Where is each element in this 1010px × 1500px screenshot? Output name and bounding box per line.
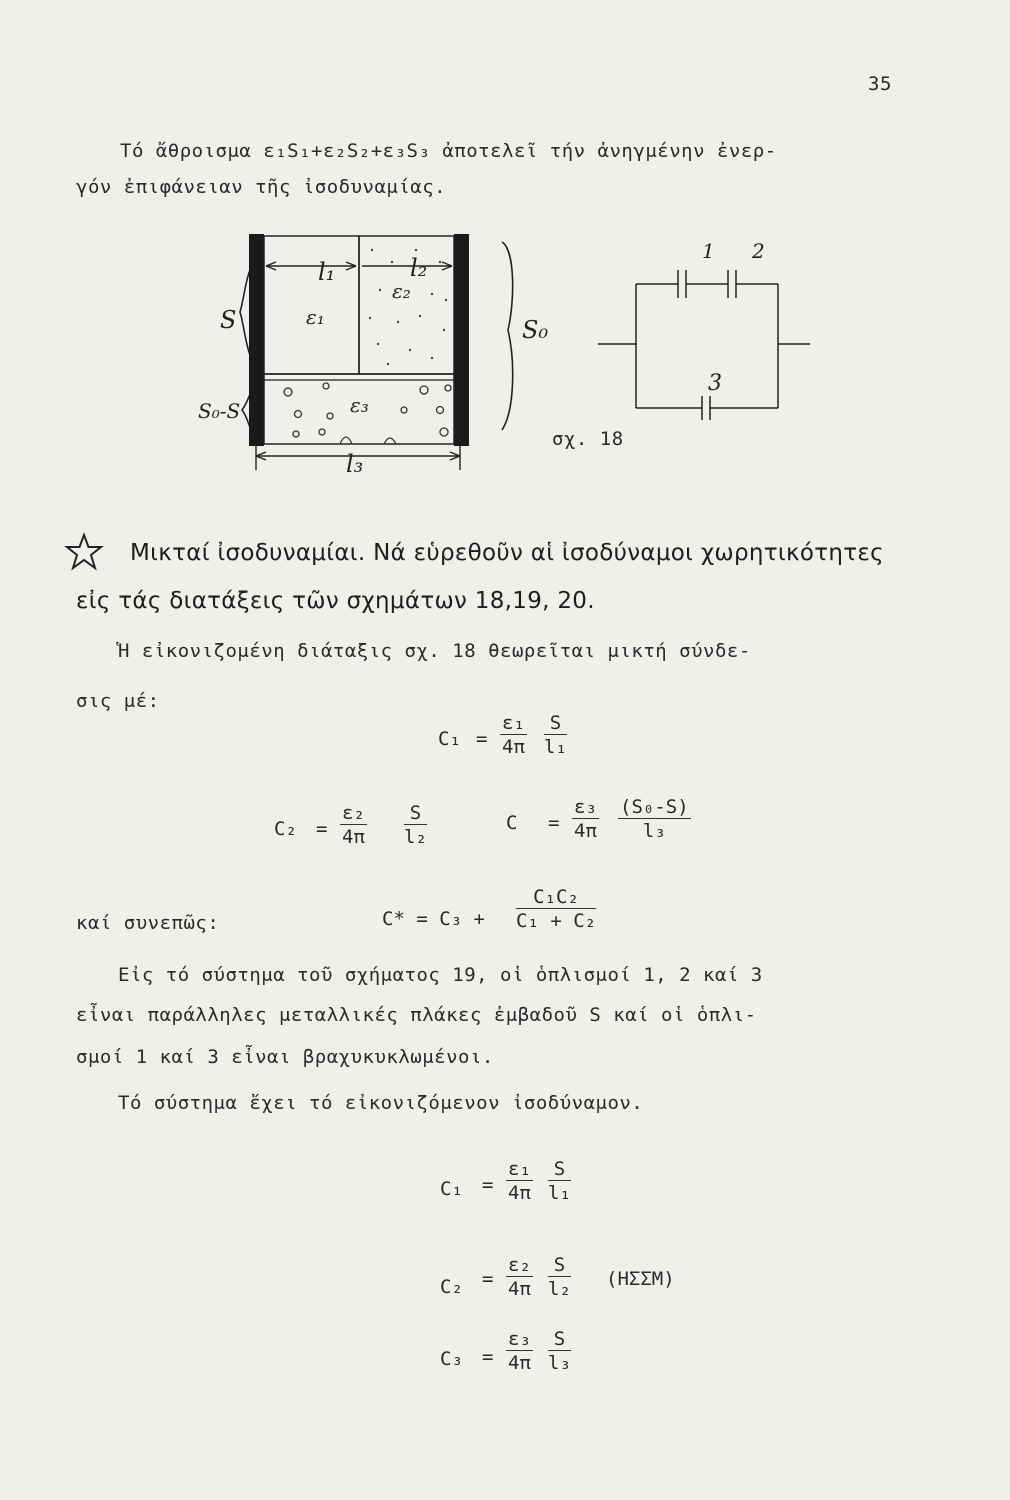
- eq1-lhs: C₁: [438, 728, 461, 750]
- region-e2: [359, 236, 454, 374]
- eq2-frac1: $\frac{\text{ε₂}}{4\pi}$: [342, 802, 365, 848]
- label-l3: l₃: [346, 450, 364, 478]
- eq6-equals: =: [482, 1268, 494, 1290]
- page-number: 35: [868, 73, 892, 95]
- eq6-frac1: $\frac{\text{ε₂}}{4\pi}$: [508, 1254, 531, 1300]
- eq3-frac1: $\frac{\text{ε₃}}{4\pi}$: [574, 796, 597, 842]
- para1-line2: γόν ἐπιφάνειαν τῆς ἰσοδυναμίας.: [76, 176, 447, 198]
- eq7-lhs: C₃: [440, 1348, 463, 1370]
- eq4-frac: $\frac{\text{C₁C₂}}{\text{C₁ + C₂}}$: [516, 886, 597, 932]
- eq3-equals: =: [548, 812, 560, 834]
- eq7-frac2: $\frac{S}{\text{l₃}}$: [548, 1328, 571, 1374]
- bracket-S0: [502, 242, 513, 430]
- label-S0: S₀: [522, 316, 549, 344]
- para3-line1: Εἰς τό σύστημα τοῦ σχήματος 19, οἱ ὁπλισμοί 1, 2 καί 3: [118, 964, 763, 986]
- cap-label-1: 1: [702, 239, 715, 263]
- eq6-frac2: $\frac{S}{\text{l₂}}$: [548, 1254, 571, 1300]
- para2-line2: σις μέ:: [76, 690, 160, 712]
- eq2-equals: =: [316, 818, 328, 840]
- label-l2: l₂: [410, 254, 428, 282]
- label-S0-S: S₀-S: [198, 399, 241, 423]
- cap-label-2: 2: [752, 239, 765, 263]
- eq5-equals: =: [482, 1174, 494, 1196]
- label-S: S: [220, 306, 237, 334]
- eq7-frac1: $\frac{\text{ε₃}}{4\pi}$: [508, 1328, 531, 1374]
- eq1-frac2: $\frac{S}{\text{l₁}}$: [544, 712, 567, 758]
- para4: Τό σύστημα ἔχει τό εἰκονιζόμενον ἰσοδύναμον.: [118, 1092, 644, 1114]
- eq2-frac2: $\frac{S}{\text{l₂}}$: [404, 802, 427, 848]
- para1-line1: Τό ἄθροισμα ε₁S₁+ε₂S₂+ε₃S₃ ἀποτελεῖ τήν ἀνηγμένην ἐνερ-: [120, 140, 777, 162]
- label-e2: ε₂: [392, 279, 411, 303]
- figure-caption: σχ. 18: [552, 428, 624, 450]
- eq5-lhs: C₁: [440, 1178, 463, 1200]
- section-heading-line2: εἰς τάς διατάξεις τῶν σχημάτων 18,19, 20.: [76, 588, 595, 614]
- eq3-frac2: $\frac{\text{(S₀-S)}}{\text{l₃}}$: [620, 796, 689, 842]
- eq2-lhs: C₂: [274, 818, 297, 840]
- figure-18: [0, 0, 1010, 520]
- para2-line1: Ἡ εἰκονιζομένη διάταξις σχ. 18 θεωρεῖται μικτή σύνδε-: [118, 640, 751, 662]
- kai-synepos: καί συνεπῶς:: [76, 912, 220, 934]
- label-l1: l₁: [318, 258, 336, 286]
- eq1-frac1: $\frac{\text{ε₁}}{4\pi}$: [502, 712, 525, 758]
- star-icon: [64, 532, 104, 572]
- right-plate: [454, 234, 469, 446]
- eq7-equals: =: [482, 1346, 494, 1368]
- eq5-frac1: $\frac{\text{ε₁}}{4\pi}$: [508, 1158, 531, 1204]
- eq5-frac2: $\frac{S}{\text{l₁}}$: [548, 1158, 571, 1204]
- label-e3: ε₃: [350, 393, 369, 417]
- eq3-lhs: C: [506, 812, 518, 834]
- eq6-lhs: C₂: [440, 1276, 463, 1298]
- left-plate: [249, 234, 264, 446]
- eq1-equals: =: [476, 728, 488, 750]
- eq4-lhs: C* = C₃ +: [382, 908, 485, 930]
- para3-line2: εἶναι παράλληλες μεταλλικές πλάκες ἐμβαδοῦ S καί οἱ ὁπλι-: [76, 1004, 757, 1026]
- circuit-diagram: [598, 270, 810, 420]
- cap-label-3: 3: [708, 371, 722, 396]
- para3-line3: σμοί 1 καί 3 εἶναι βραχυκυκλωμένοι.: [76, 1046, 494, 1068]
- label-e1: ε₁: [306, 305, 325, 329]
- section-heading-line1: Μικταί ἰσοδυναμίαι. Νά εὑρεθοῦν αἱ ἰσοδύναμοι χωρητικότητες: [130, 540, 884, 566]
- eq6-note: (ΗΣΣΜ): [606, 1268, 675, 1290]
